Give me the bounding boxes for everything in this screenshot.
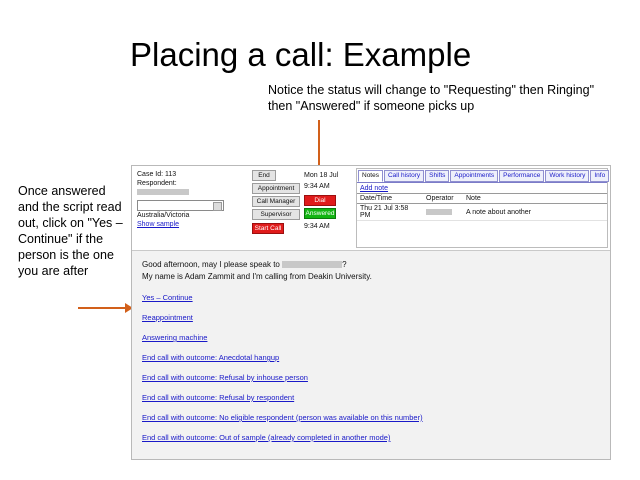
tabs-panel [356, 168, 608, 248]
tab-performance[interactable]: Performance [499, 170, 544, 182]
option-refusal-inhouse[interactable]: End call with outcome: Refusal by inhouse person [142, 373, 308, 382]
end-button[interactable]: End [252, 170, 276, 181]
tab-bar [357, 169, 607, 183]
option-reappointment[interactable]: Reappointment [142, 313, 193, 322]
tab-info[interactable]: Info [590, 170, 609, 182]
cell-note: A note about another [463, 204, 607, 221]
script-line-1-text: Good afternoon, may I please speak to ? [142, 260, 347, 269]
table-row[interactable] [357, 204, 607, 221]
cell-operator [423, 204, 463, 221]
case-info-block [137, 170, 247, 228]
option-answering-machine[interactable]: Answering machine [142, 333, 208, 342]
time-label-2: 9:34 AM [304, 223, 330, 230]
script-line-1 [142, 259, 600, 270]
arrow-down-icon [318, 120, 320, 168]
case-id-label: Case Id: 113 [137, 171, 177, 178]
col-datetime: Date/Time [357, 194, 423, 204]
option-anecdotal-hangup[interactable]: End call with outcome: Anecdotal hangup [142, 353, 280, 362]
cell-datetime: Thu 21 Jul 3:58 PM [357, 204, 423, 221]
time-label-1: 9:34 AM [304, 183, 330, 190]
script-line-2: My name is Adam Zammit and I'm calling from Deakin University. [142, 272, 372, 281]
respondent-label: Respondent: [137, 180, 177, 187]
script-panel [132, 251, 610, 460]
option-out-of-sample[interactable]: End call with outcome: Out of sample (already completed in another mode) [142, 433, 391, 442]
clock-column [304, 170, 352, 232]
status-dial-badge: Dial [304, 195, 336, 206]
tab-notes[interactable]: Notes [358, 170, 383, 182]
annotation-status-note: Notice the status will change to "Requesting" then Ringing" then "Answered" if someone picks up [268, 83, 595, 113]
notes-table-header-row [357, 194, 607, 204]
notes-table [357, 193, 607, 221]
show-sample-link[interactable]: Show sample [137, 221, 180, 228]
script-options [142, 292, 600, 443]
app-screenshot [131, 165, 611, 460]
tab-appointments[interactable]: Appointments [450, 170, 498, 182]
appointment-button[interactable]: Appointment [252, 183, 300, 194]
tab-shifts[interactable]: Shifts [425, 170, 449, 182]
page-title: Placing a call: Example [130, 36, 472, 73]
region-label: Australia/Victoria [137, 212, 190, 219]
respondent-value [137, 188, 247, 197]
supervisor-button[interactable]: Supervisor [252, 209, 300, 220]
col-note: Note [463, 194, 607, 204]
start-call-button[interactable]: Start Call [252, 223, 284, 234]
arrow-right-icon [78, 307, 126, 309]
option-refusal-respondent[interactable]: End call with outcome: Refusal by respondent [142, 393, 295, 402]
option-no-eligible-respondent[interactable]: End call with outcome: No eligible respondent (person was available on this number) [142, 413, 423, 422]
tab-call-history[interactable]: Call history [384, 170, 424, 182]
app-header [132, 166, 610, 251]
col-operator: Operator [423, 194, 463, 204]
add-note-link[interactable]: Add note [360, 185, 389, 192]
status-answered-badge: Answered [305, 210, 335, 217]
tab-work-history[interactable]: Work history [545, 170, 589, 182]
option-yes-continue[interactable]: Yes – Continue [142, 293, 193, 302]
call-controls [252, 170, 300, 236]
date-label: Mon 18 Jul [304, 172, 339, 179]
call-manager-button[interactable]: Call Manager [252, 196, 300, 207]
phone-select[interactable] [137, 200, 224, 211]
annotation-continue-note: Once answered and the script read out, click on "Yes – Continue" if the person is the one you are after [18, 184, 123, 278]
